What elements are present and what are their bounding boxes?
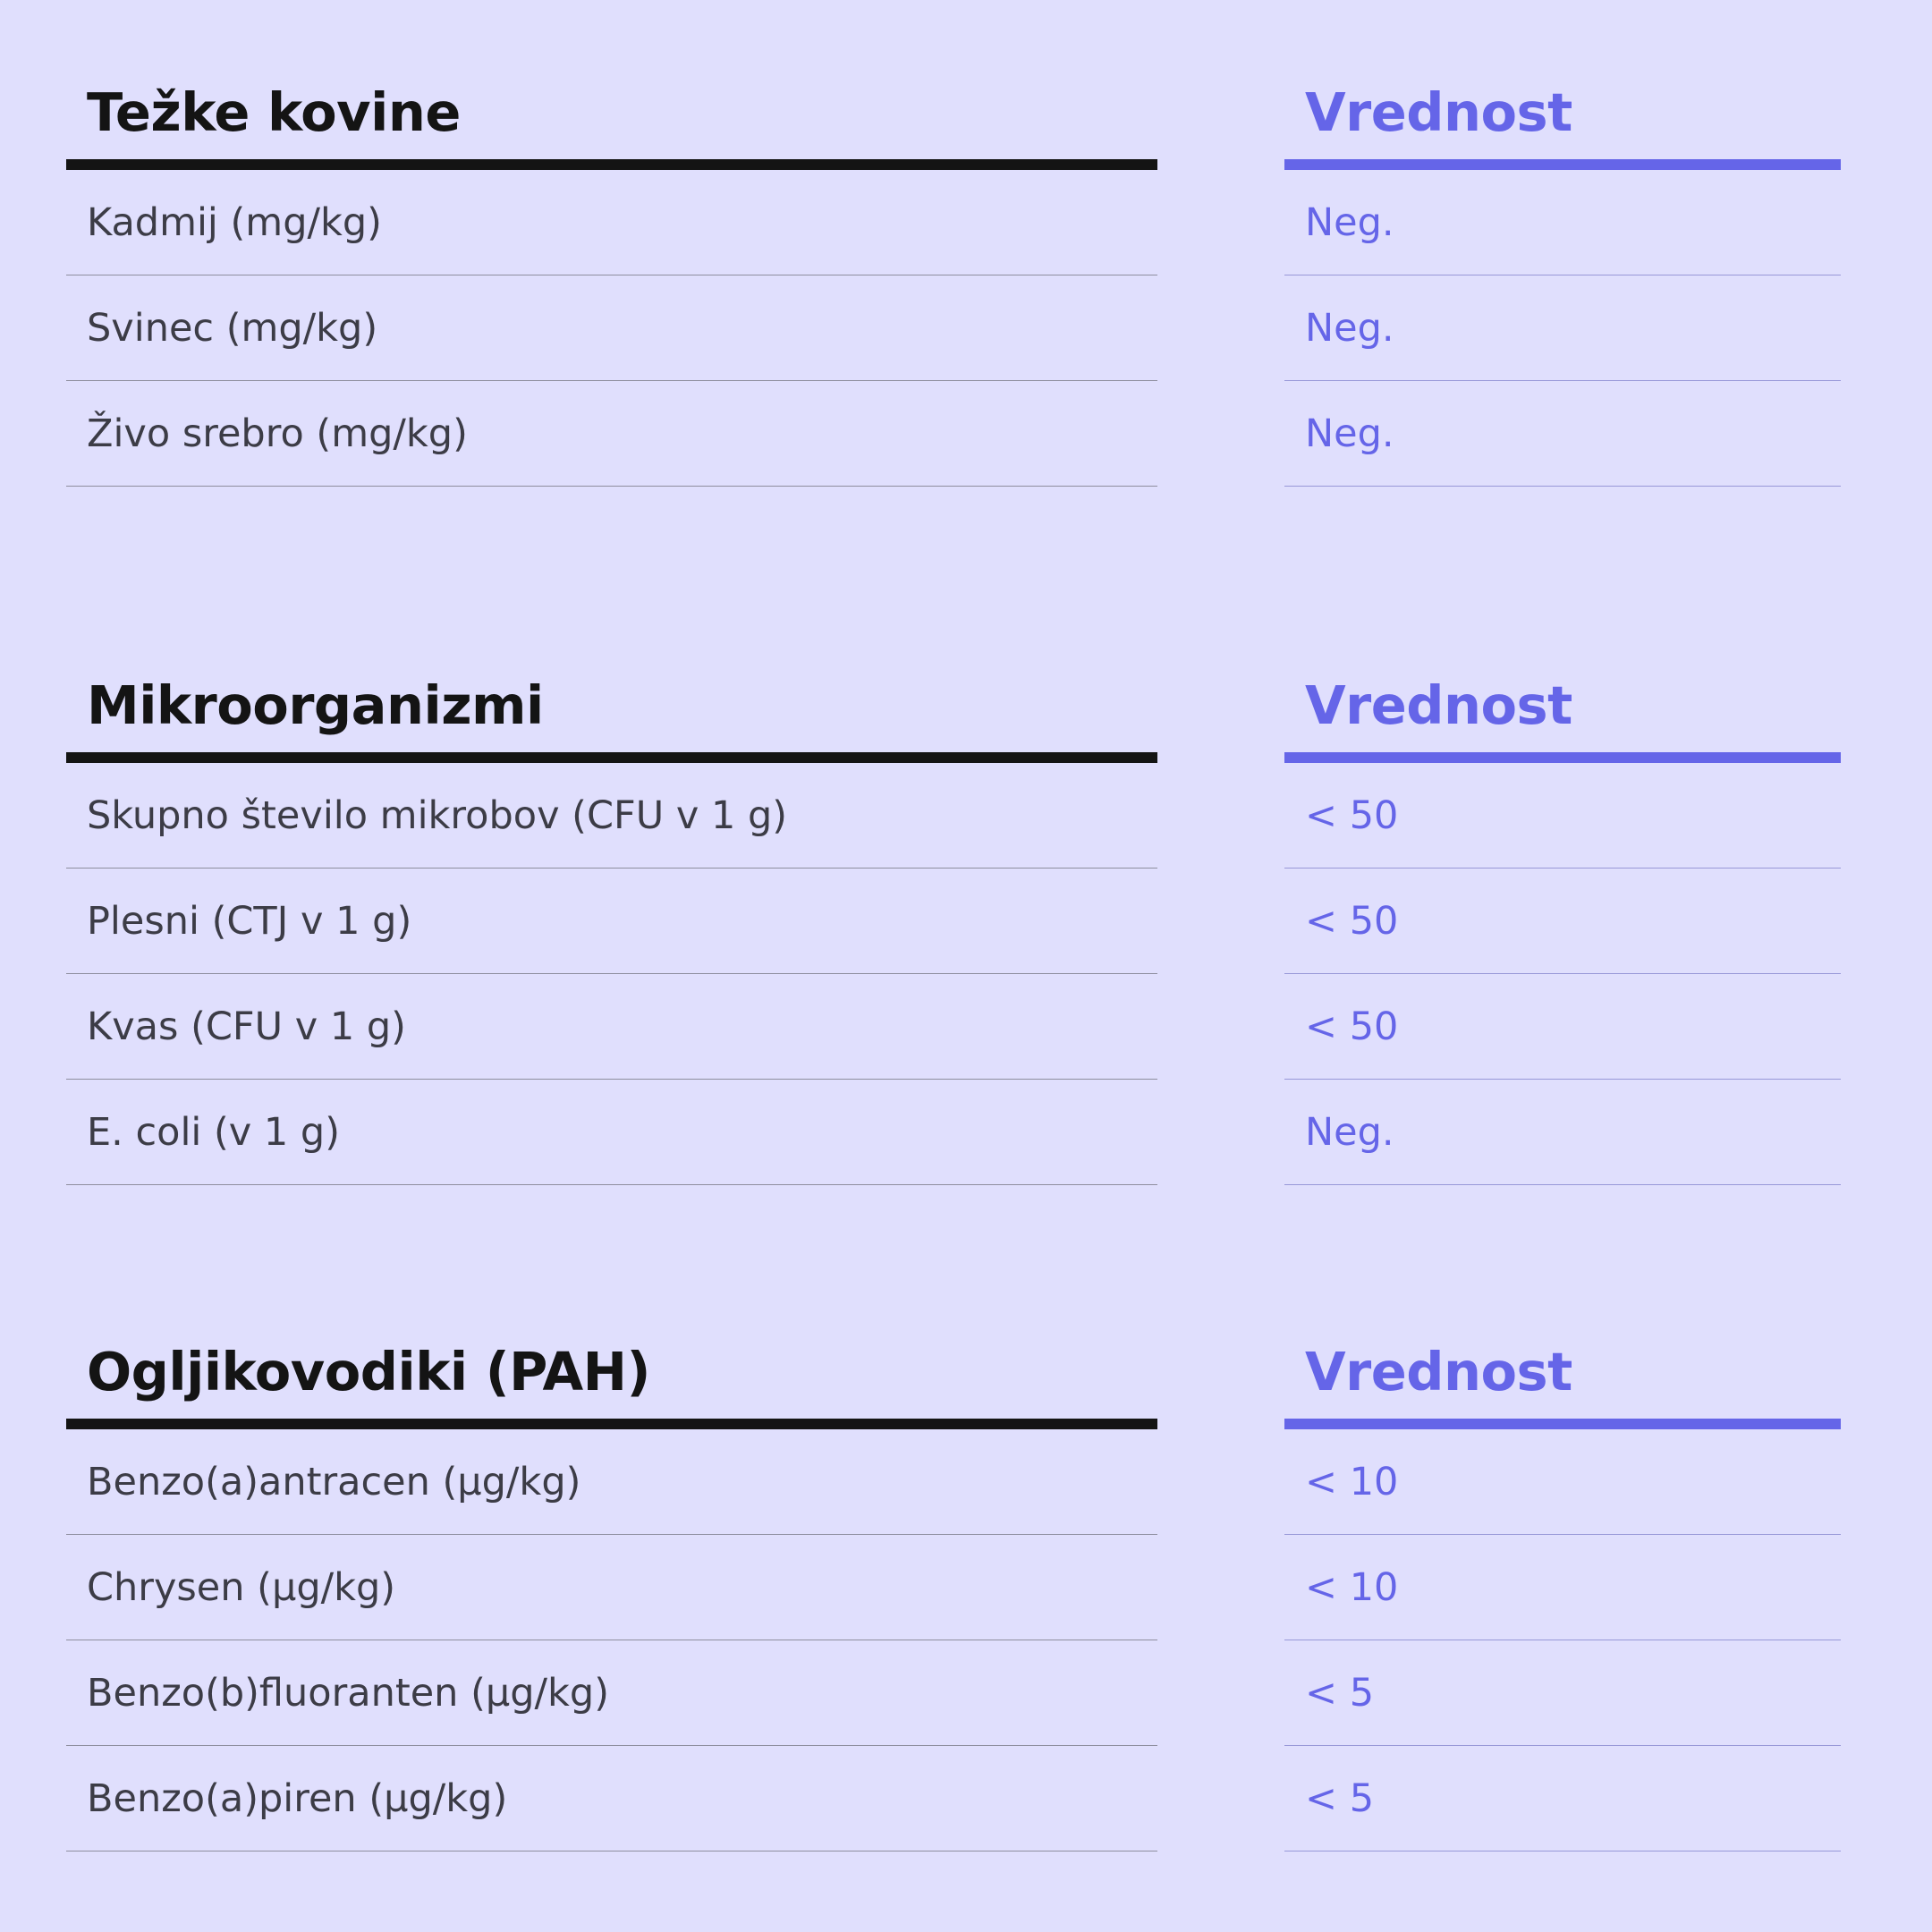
value-header [1284,657,1841,763]
row-label: Živo srebro (mg/kg) [87,411,468,456]
row-value: < 10 [1305,1459,1399,1504]
value-row [1284,869,1841,974]
table-row [66,763,1157,869]
value-row [1284,275,1841,381]
value-row [1284,1429,1841,1535]
header-rule [66,159,1157,170]
row-label: Svinec (mg/kg) [87,305,378,351]
section-microorganisms [66,657,1157,1185]
table-row [66,1640,1157,1746]
value-row [1284,1080,1841,1185]
section-title: Težke kovine [87,81,461,143]
row-value: < 50 [1305,792,1399,838]
row-value: < 10 [1305,1564,1399,1610]
row-label: Benzo(a)antracen (μg/kg) [87,1459,581,1504]
row-value: Neg. [1305,1109,1394,1155]
table-row [66,275,1157,381]
value-row [1284,1746,1841,1852]
value-header-rule [1284,1419,1841,1429]
row-value: Neg. [1305,305,1394,351]
row-value: < 50 [1305,898,1399,944]
row-label: Benzo(b)fluoranten (μg/kg) [87,1670,609,1716]
value-row [1284,1640,1841,1746]
row-label: Plesni (CTJ v 1 g) [87,898,412,944]
value-header [1284,1324,1841,1429]
section-microorganisms-values [1284,657,1841,1185]
value-header-rule [1284,752,1841,763]
section-title: Mikroorganizmi [87,674,544,736]
value-header-title: Vrednost [1305,81,1572,143]
table-row [66,1080,1157,1185]
value-row [1284,1535,1841,1640]
table-row [66,1535,1157,1640]
value-row [1284,170,1841,275]
section-hydrocarbons-values [1284,1324,1841,1852]
value-header-title: Vrednost [1305,1341,1572,1402]
section-hydrocarbons [66,1324,1157,1852]
row-label: E. coli (v 1 g) [87,1109,341,1155]
row-label: Benzo(a)piren (μg/kg) [87,1775,508,1821]
row-value: Neg. [1305,199,1394,245]
row-label: Skupno število mikrobov (CFU v 1 g) [87,792,788,838]
section-header [66,657,1157,763]
table-row [66,869,1157,974]
section-header [66,1324,1157,1429]
row-label: Chrysen (μg/kg) [87,1564,396,1610]
table-row [66,974,1157,1080]
value-header-title: Vrednost [1305,674,1572,736]
value-header-rule [1284,159,1841,170]
row-label: Kvas (CFU v 1 g) [87,1004,406,1049]
row-value: < 5 [1305,1670,1375,1716]
table-row [66,381,1157,487]
header-rule [66,1419,1157,1429]
value-row [1284,763,1841,869]
header-rule [66,752,1157,763]
row-label: Kadmij (mg/kg) [87,199,382,245]
section-header [66,64,1157,170]
section-title: Ogljikovodiki (PAH) [87,1341,650,1402]
row-value: Neg. [1305,411,1394,456]
value-row [1284,381,1841,487]
table-row [66,1429,1157,1535]
row-value: < 50 [1305,1004,1399,1049]
table-row [66,1746,1157,1852]
value-row [1284,974,1841,1080]
section-heavy-metals-values [1284,64,1841,487]
table-row [66,170,1157,275]
row-value: < 5 [1305,1775,1375,1821]
value-header [1284,64,1841,170]
section-heavy-metals [66,64,1157,487]
